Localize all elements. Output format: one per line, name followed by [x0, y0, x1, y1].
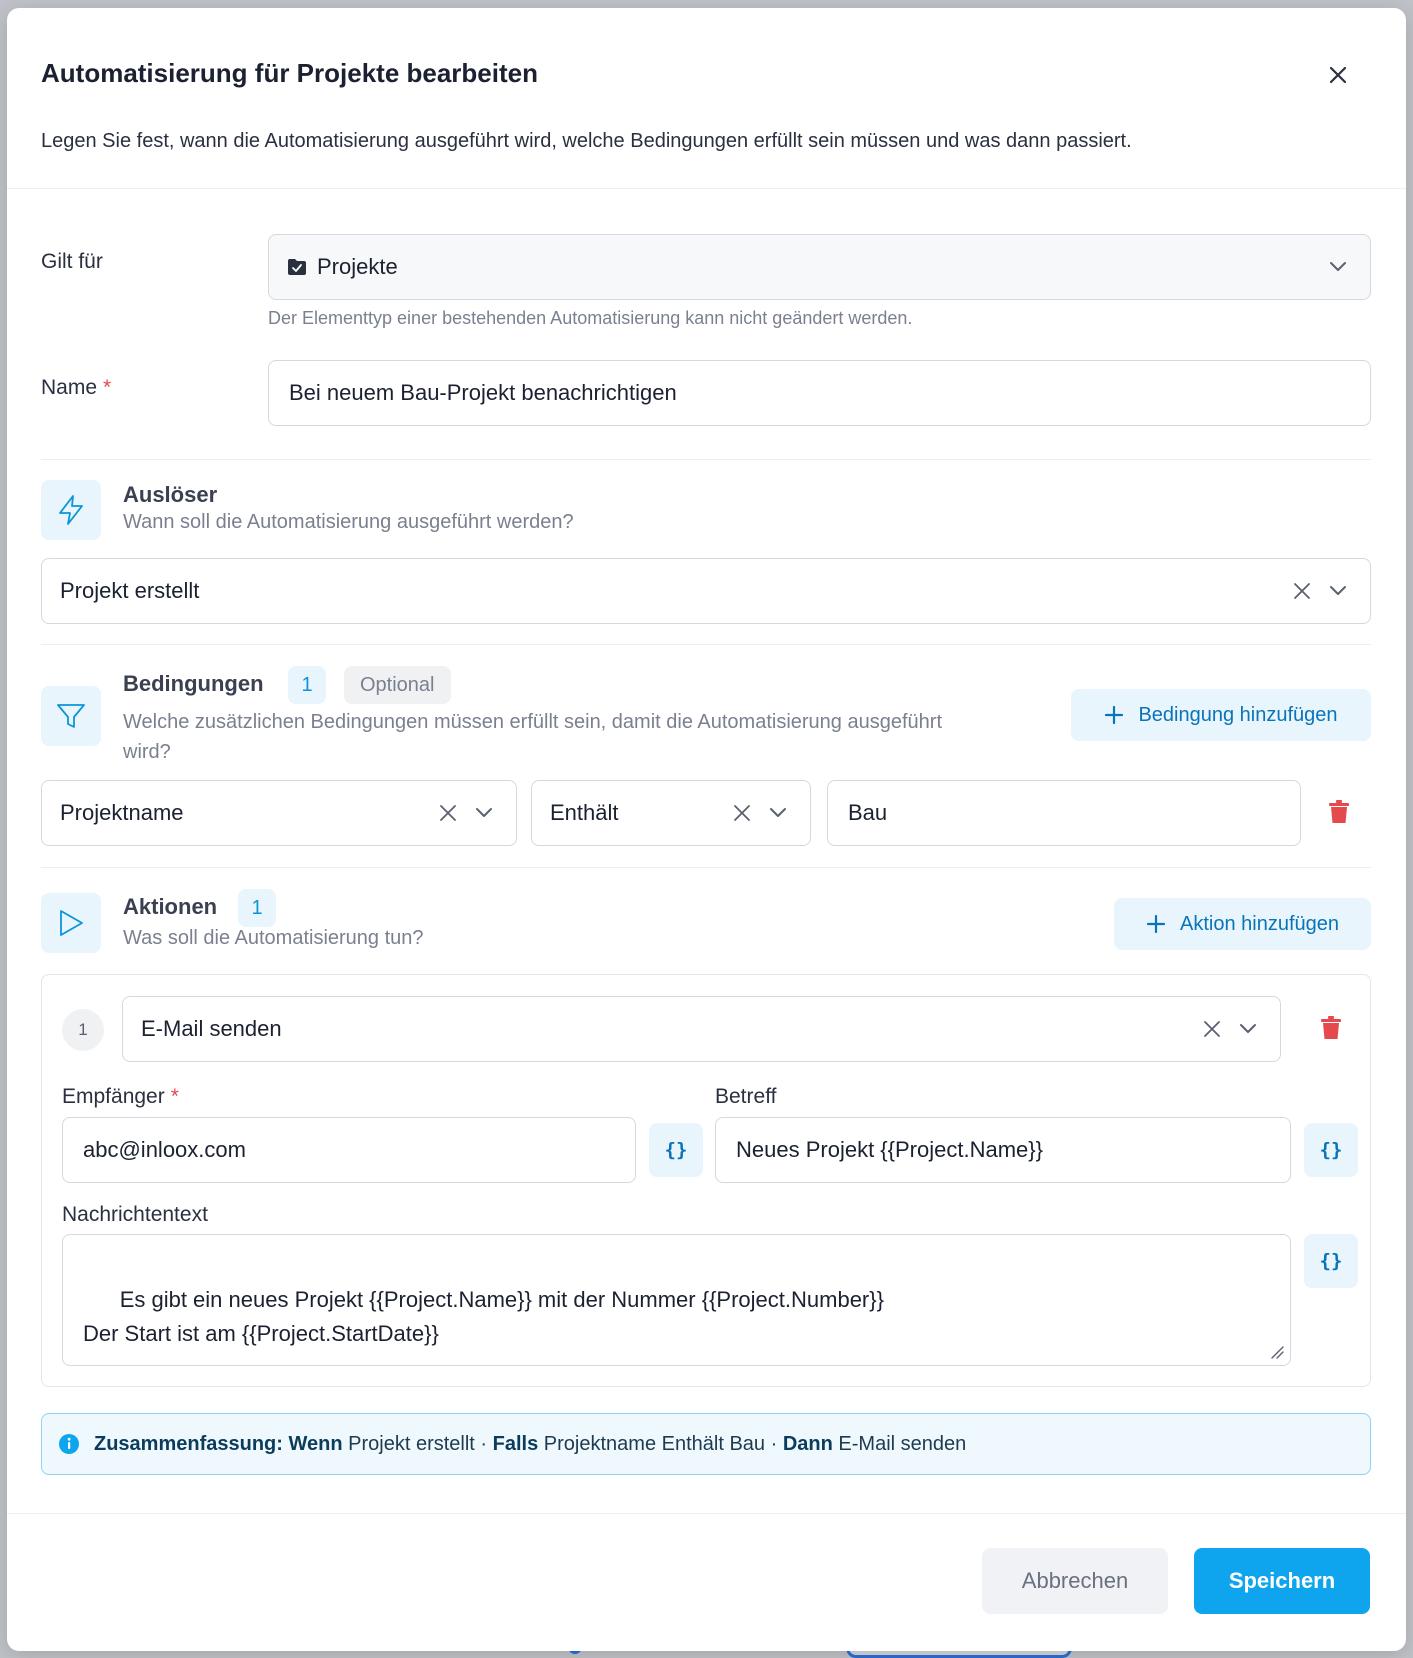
chevron-down-icon — [1238, 1023, 1258, 1035]
dialog-description: Legen Sie fest, wann die Automatisierung ausgeführt wird, welche Bedingungen erfüllt sein müssen und was dann passiert. — [41, 130, 1132, 152]
trigger-title: Auslöser — [123, 482, 218, 507]
play-icon — [57, 908, 85, 938]
plus-icon — [1146, 914, 1166, 934]
insert-variable-button[interactable]: {} — [1304, 1234, 1358, 1288]
divider — [41, 459, 1371, 460]
cancel-button[interactable]: Abbrechen — [982, 1548, 1168, 1614]
condition-operator-select[interactable] — [531, 780, 811, 846]
subject-label: Betreff — [715, 1085, 777, 1108]
edit-automation-dialog — [7, 8, 1406, 1651]
actions-title: Aktionen — [123, 894, 218, 919]
required-mark: * — [170, 1085, 179, 1108]
body-value: Es gibt ein neues Projekt {{Project.Name}} mit der Nummer {{Project.Number}} Der Start ist am {{Project.StartDate}} — [83, 1287, 884, 1346]
conditions-count-badge: 1 — [288, 666, 326, 704]
condition-field-select[interactable] — [41, 780, 517, 846]
name-label: Name * — [41, 376, 112, 399]
close-icon — [1323, 60, 1353, 90]
conditions-title: Bedingungen — [123, 671, 264, 696]
actions-section-icon — [41, 893, 101, 953]
info-icon — [58, 1433, 80, 1455]
chevron-down-icon — [1328, 261, 1348, 273]
action-step-number: 1 — [62, 1009, 104, 1051]
add-condition-label: Bedingung hinzufügen — [1138, 703, 1338, 726]
recipient-label: Empfänger * — [62, 1085, 179, 1108]
condition-value: Bau — [848, 800, 888, 825]
chevron-down-icon — [474, 807, 494, 819]
add-condition-button[interactable] — [1071, 689, 1371, 741]
subject-input[interactable] — [715, 1117, 1291, 1183]
action-type-select[interactable] — [122, 996, 1281, 1062]
recipient-input[interactable] — [62, 1117, 636, 1183]
trigger-value: Projekt erstellt — [60, 578, 200, 603]
name-value: Bei neuem Bau-Projekt benachrichtigen — [289, 380, 677, 405]
filter-icon — [56, 702, 86, 730]
summary-banner — [41, 1413, 1371, 1475]
condition-operator-value: Enthält — [550, 800, 619, 825]
name-input[interactable] — [268, 360, 1371, 426]
condition-field-value: Projektname — [60, 800, 184, 825]
trigger-subtitle: Wann soll die Automatisierung ausgeführt werden? — [123, 511, 574, 533]
body-textarea[interactable] — [62, 1234, 1291, 1366]
save-button[interactable]: Speichern — [1194, 1548, 1370, 1614]
clear-icon[interactable] — [1202, 1019, 1222, 1039]
action-card — [41, 974, 1371, 1387]
action-type-value: E-Mail senden — [141, 1016, 282, 1041]
subject-value: Neues Projekt {{Project.Name}} — [736, 1137, 1043, 1162]
add-action-label: Aktion hinzufügen — [1179, 912, 1339, 935]
body-label: Nachrichtentext — [62, 1203, 208, 1226]
divider — [41, 867, 1371, 868]
actions-count-badge: 1 — [238, 889, 276, 927]
divider — [41, 644, 1371, 645]
optional-badge: Optional — [344, 666, 451, 704]
dialog-title: Automatisierung für Projekte bearbeiten — [41, 58, 538, 88]
add-action-button[interactable] — [1114, 898, 1371, 950]
lightning-icon — [56, 494, 86, 526]
clear-icon[interactable] — [438, 803, 458, 823]
summary-text: Zusammenfassung: Wenn Projekt erstellt · Falls Projektname Enthält Bau · Dann E-Mail senden — [94, 1432, 967, 1455]
delete-condition-button[interactable] — [1328, 800, 1354, 826]
plus-icon — [1104, 705, 1124, 725]
clear-icon[interactable] — [1292, 581, 1312, 601]
trigger-select[interactable] — [41, 558, 1371, 624]
clear-icon[interactable] — [732, 803, 752, 823]
recipient-value: abc@inloox.com — [83, 1137, 246, 1162]
close-button[interactable] — [1323, 60, 1353, 90]
conditions-section-icon — [41, 686, 101, 746]
required-mark: * — [103, 376, 112, 399]
insert-variable-button[interactable]: {} — [649, 1123, 703, 1177]
footer-divider — [7, 1513, 1406, 1514]
delete-action-button[interactable] — [1320, 1016, 1346, 1042]
applies-to-value: Projekte — [317, 254, 398, 279]
chevron-down-icon — [768, 807, 788, 819]
applies-to-select[interactable] — [268, 234, 1371, 300]
condition-value-input[interactable] — [827, 780, 1301, 846]
folder-check-icon — [269, 258, 307, 276]
chevron-down-icon — [1328, 585, 1348, 597]
insert-variable-button[interactable]: {} — [1304, 1123, 1358, 1177]
trigger-section-icon — [41, 480, 101, 540]
dialog-header — [7, 8, 1406, 189]
trash-icon — [1320, 1016, 1342, 1040]
resize-grip-icon[interactable] — [1270, 1345, 1284, 1359]
actions-subtitle: Was soll die Automatisierung tun? — [123, 927, 424, 949]
applies-to-label: Gilt für — [41, 250, 103, 273]
applies-to-hint: Der Elementtyp einer bestehenden Automatisierung kann nicht geändert werden. — [268, 308, 913, 328]
conditions-subtitle: Welche zusätzlichen Bedingungen müssen erfüllt sein, damit die Automatisierung ausgeführt wird? — [123, 711, 942, 763]
trash-icon — [1328, 800, 1350, 824]
